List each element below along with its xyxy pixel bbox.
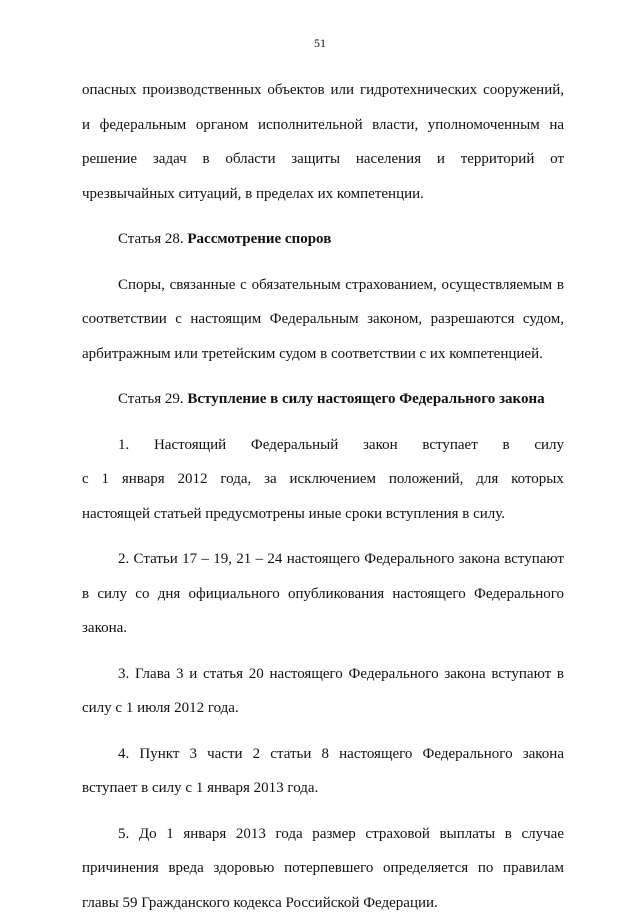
- article-28-title: Рассмотрение споров: [187, 231, 331, 247]
- item-1-line-3: настоящей статьей предусмотрены иные сроки вступления в силу.: [82, 497, 564, 532]
- item-1-word: года,: [220, 462, 251, 497]
- article-29-heading: [82, 382, 564, 417]
- article-29-item-2: 2. Статьи 17 – 19, 21 – 24 настоящего Федерального закона вступают в силу со дня официального опубликования настоящего Федерального закона.: [82, 542, 564, 646]
- item-1-word: вступает: [422, 428, 477, 463]
- item-1-word: силу: [534, 428, 564, 463]
- article-29-title: Вступление в силу настоящего Федерального закона: [187, 391, 544, 407]
- item-1-word: с: [82, 462, 89, 497]
- article-29-item-4: 4. Пункт 3 части 2 статьи 8 настоящего Федерального закона вступает в силу с 1 января 2013 года.: [82, 737, 564, 806]
- item-1-word: закон: [363, 428, 398, 463]
- item-1-word: января: [122, 462, 165, 497]
- item-1-word: за: [264, 462, 277, 497]
- document-body: [82, 73, 564, 920]
- item-1-word: положений,: [389, 462, 464, 497]
- item-1-word: которых: [511, 462, 564, 497]
- item-1-line-2: [82, 462, 564, 497]
- item-1-word: для: [476, 462, 498, 497]
- item-1-word: 1.: [118, 428, 129, 463]
- item-1-word: исключением: [290, 462, 377, 497]
- page-number: 51: [0, 36, 640, 51]
- item-1-word: в: [503, 428, 510, 463]
- item-1-word: 2012: [178, 462, 208, 497]
- paragraph-continuation: опасных производственных объектов или гидротехнических сооружений, и федеральным органом исполнительной власти, уполномоченным на решение задач в области защиты населения и территорий от чрезвычайных ситуаций, в пределах их компетенции.: [82, 73, 564, 211]
- item-1-word: Федеральный: [251, 428, 338, 463]
- article-29-number: Статья 29.: [118, 391, 187, 407]
- item-1-word: Настоящий: [154, 428, 226, 463]
- item-1-line-1: [82, 428, 564, 463]
- article-28-heading: [82, 222, 564, 257]
- article-29-item-3: 3. Глава 3 и статья 20 настоящего Федерального закона вступают в силу с 1 июля 2012 года.: [82, 657, 564, 726]
- article-29-item-5: 5. До 1 января 2013 года размер страховой выплаты в случае причинения вреда здоровью потерпевшего определяется по правилам главы 59 Гражданского кодекса Российской Федерации.: [82, 817, 564, 920]
- item-1-word: 1: [102, 462, 110, 497]
- article-29-item-1: [82, 428, 564, 532]
- article-28-text: Споры, связанные с обязательным страхованием, осуществляемым в соответствии с настоящим Федеральным законом, разрешаются судом, арбитражным или третейским судом в соответствии с их компетенцией.: [82, 268, 564, 372]
- article-28-number: Статья 28.: [118, 231, 187, 247]
